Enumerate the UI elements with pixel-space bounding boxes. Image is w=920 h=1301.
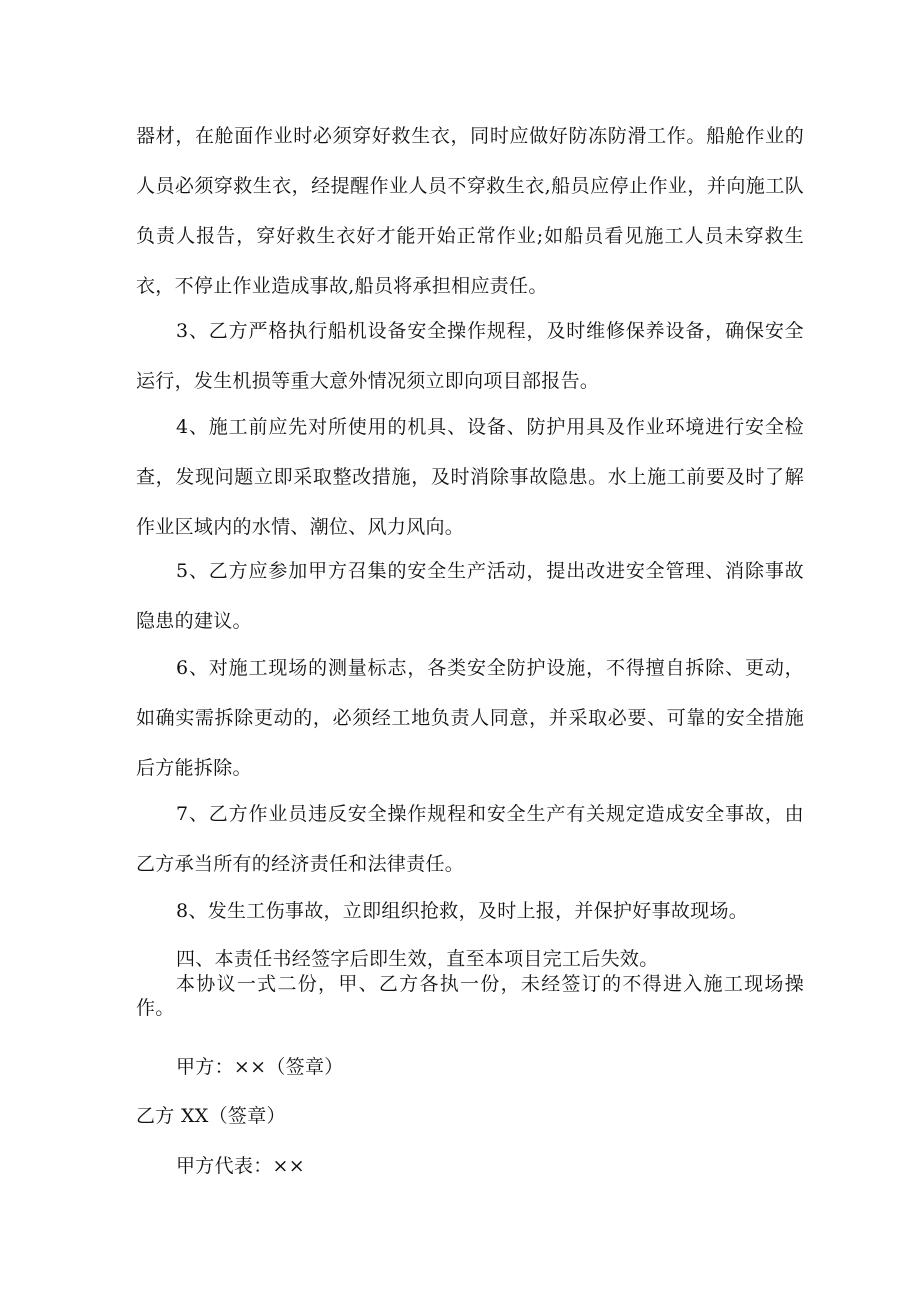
- signature-party-a: 甲方：××（签章）: [176, 1056, 344, 1078]
- paragraph-item-6: 6、对施工现场的测量标志，各类安全防护设施，不得擅自拆除、更动，如确实需拆除更动的，必须经工地负责人同意，并采取必要、可靠的安全措施后方能拆除。: [136, 657, 804, 779]
- signature-party-a-representative: 甲方代表：××: [176, 1155, 305, 1177]
- paragraph-section-four: 四、本责任书经签字后即生效，直至本项目完工后失效。: [176, 948, 659, 970]
- paragraph-lifejacket-rules: 器材，在舱面作业时必须穿好救生衣，同时应做好防冻防滑工作。船舱作业的人员必须穿救生衣，经提醒作业人员不穿救生衣,船员应停止作业，并向施工队负责人报告，穿好救生衣好才能开始正常作业;如船员看见施工人员未穿救生衣，不停止作业造成事故,船员将承担相应责任。: [136, 125, 804, 297]
- paragraph-item-7: 7、乙方作业员违反安全操作规程和安全生产有关规定造成安全事故，由乙方承当所有的经济责任和法律责任。: [136, 803, 804, 875]
- paragraph-item-8: 8、发生工伤事故，立即组织抢救，及时上报，并保护好事故现场。: [176, 900, 749, 922]
- paragraph-copies: 本协议一式二份，甲、乙方各执一份，未经签订的不得进入施工现场操作。: [136, 973, 804, 1019]
- signature-party-b: 乙方 XX（签章）: [136, 1105, 286, 1127]
- paragraph-item-4: 4、施工前应先对所使用的机具、设备、防护用具及作业环境进行安全检查，发现问题立即采取整改措施，及时消除事故隐患。水上施工前要及时了解作业区域内的水情、潮位、风力风向。: [136, 416, 804, 538]
- paragraph-item-3: 3、乙方严格执行船机设备安全操作规程，及时维修保养设备，确保安全运行，发生机损等重大意外情况须立即向项目部报告。: [136, 320, 804, 392]
- paragraph-item-5: 5、乙方应参加甲方召集的安全生产活动，提出改进安全管理、消除事故隐患的建议。: [136, 560, 804, 632]
